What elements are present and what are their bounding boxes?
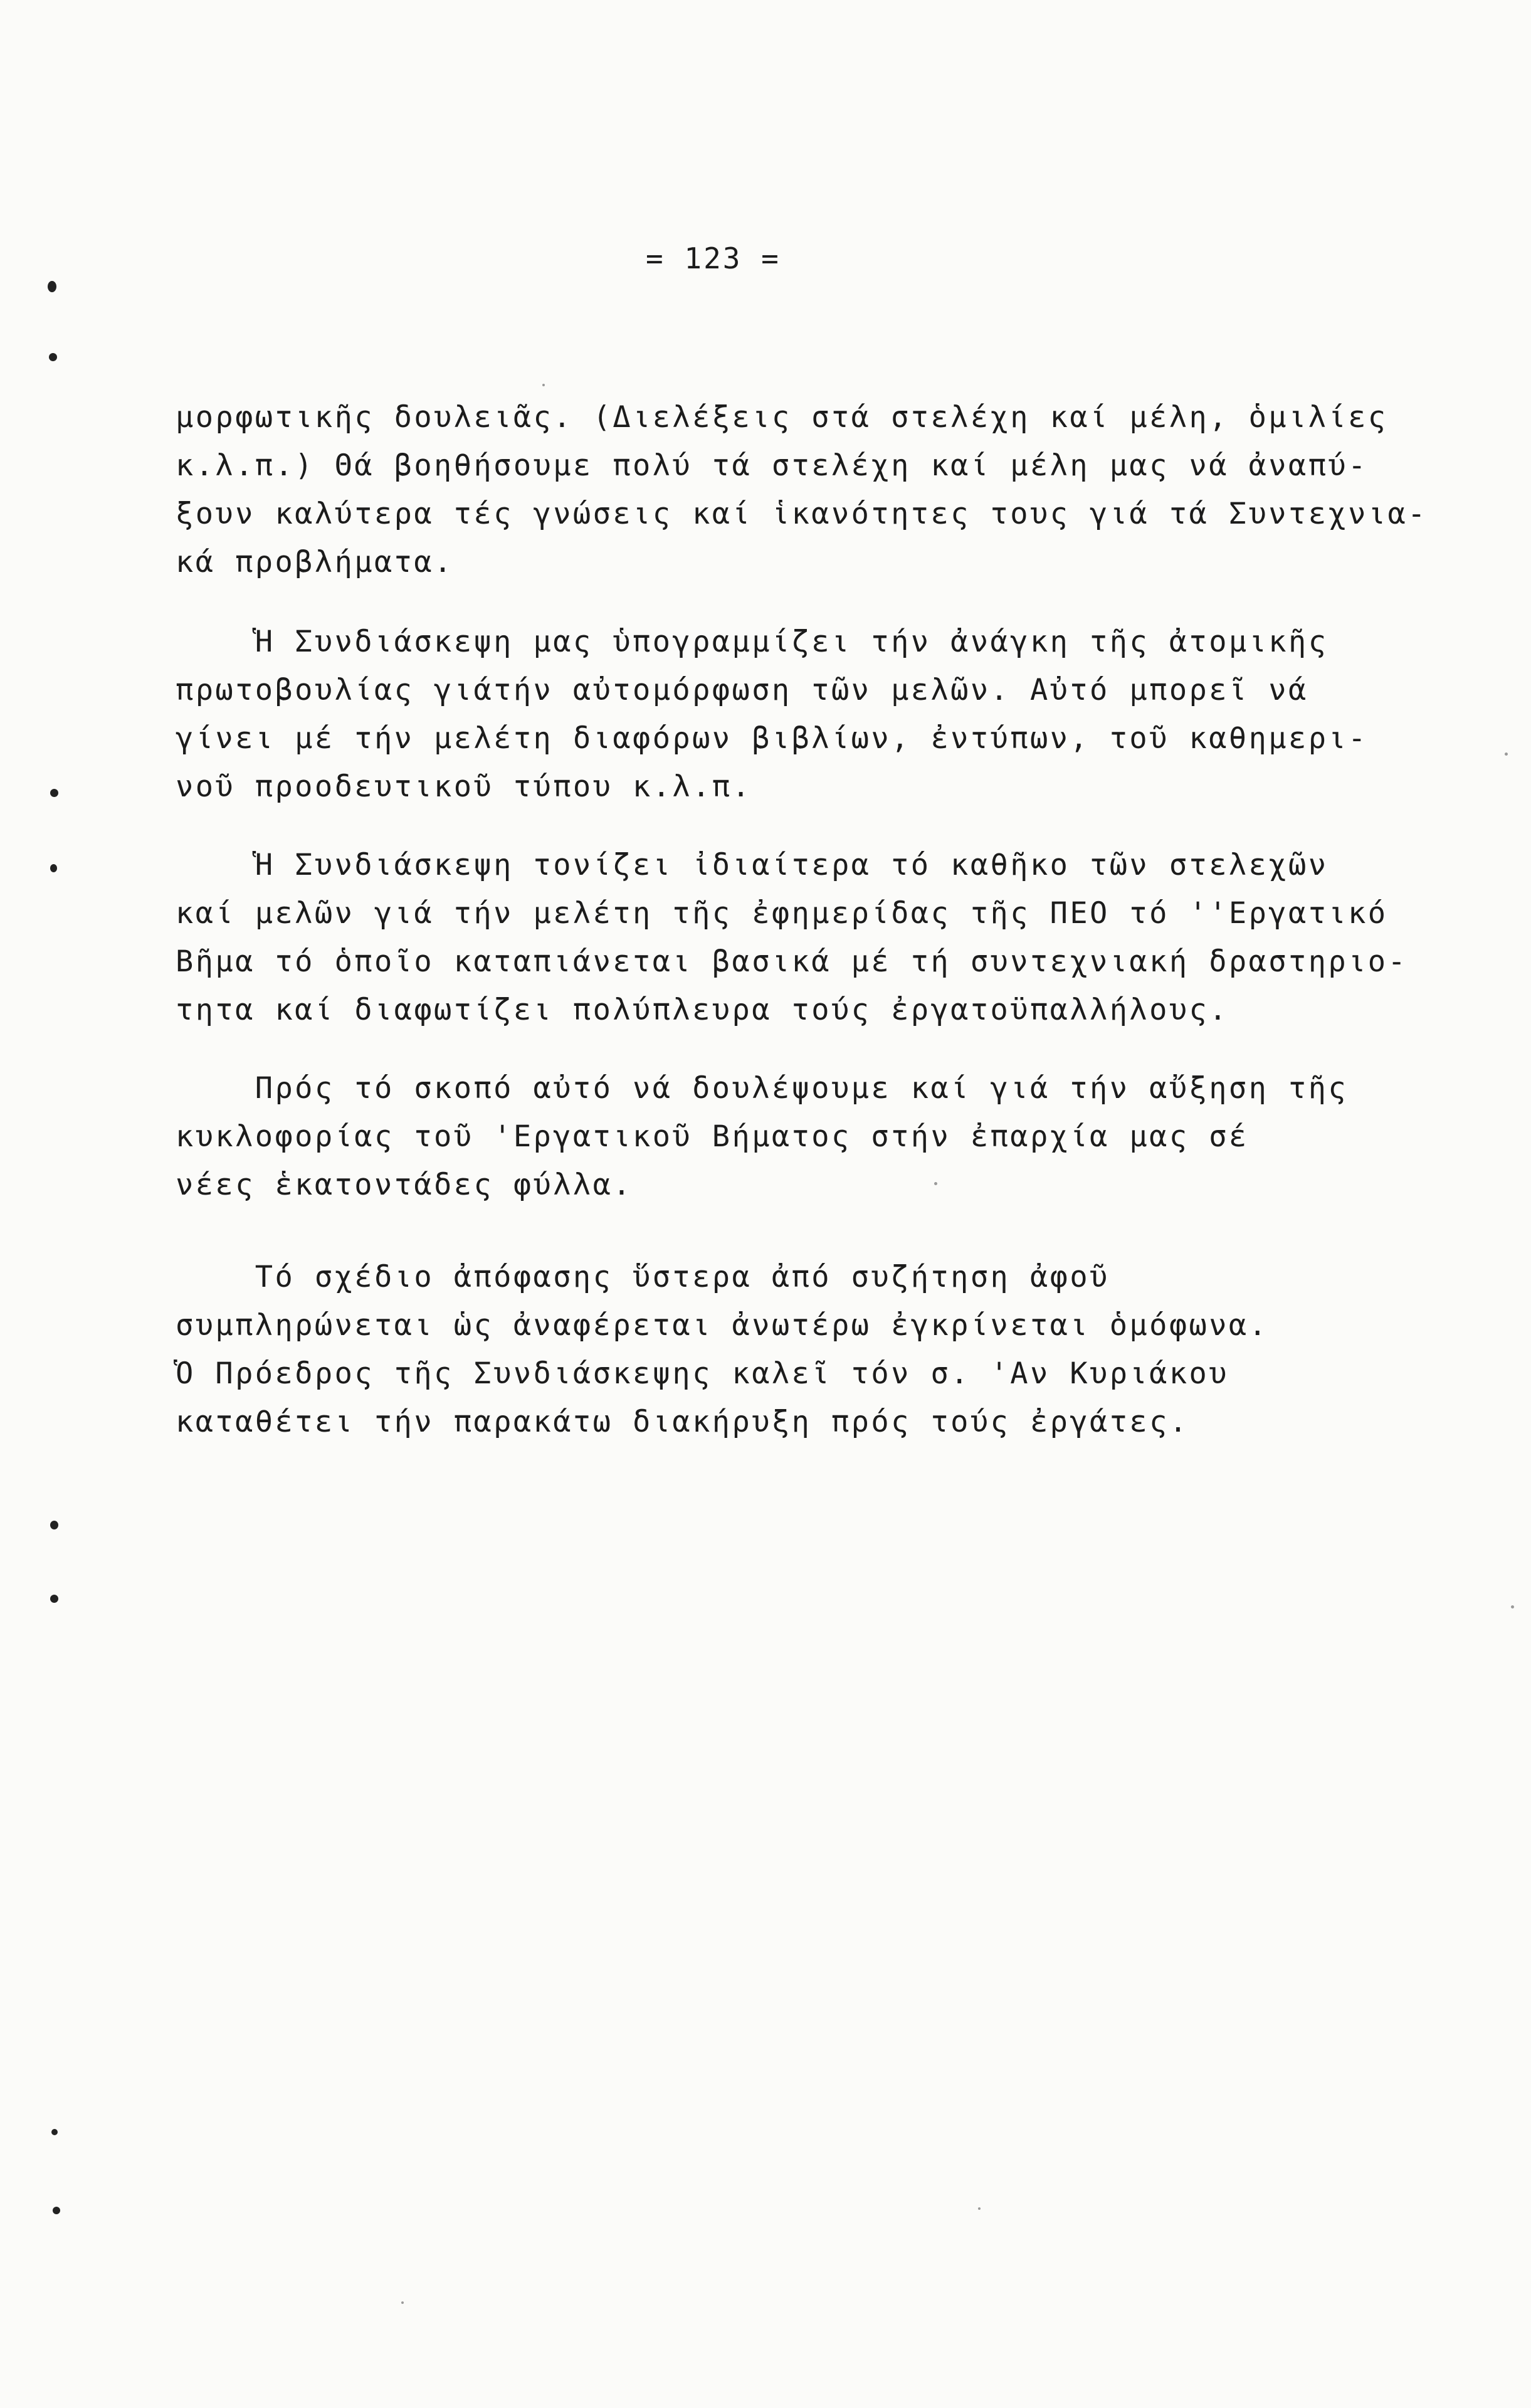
text-line: πρωτοβουλίας γιάτήν αὐτομόρφωση τῶν μελῶν. Αὐτό μπορεῖ νά [176, 673, 1308, 707]
text-line: νέες ἑκατοντάδες φύλλα. [176, 1168, 633, 1202]
margin-mark [50, 789, 58, 797]
scan-speck [934, 1182, 937, 1185]
margin-mark [53, 2207, 60, 2214]
margin-mark [51, 2129, 58, 2135]
text-line: καταθέτει τήν παρακάτω διακήρυξη πρός τούς ἐργάτες. [176, 1405, 1189, 1439]
text-line: γίνει μέ τήν μελέτη διαφόρων βιβλίων, ἐντύπων, τοῦ καθημερι- [176, 721, 1368, 756]
text-line: Τό σχέδιο ἀπόφασης ὕστερα ἀπό συζήτηση ἀφοῦ [176, 1260, 1110, 1294]
scan-speck [1511, 1605, 1514, 1608]
text-line: νοῦ προοδευτικοῦ τύπου κ.λ.π. [176, 769, 752, 804]
margin-mark [48, 281, 56, 292]
text-line: μορφωτικῆς δουλειᾶς. (Διελέξεις στά στελέχη καί μέλη, ὁμιλίες [176, 400, 1388, 435]
scan-speck [401, 2301, 404, 2304]
text-line: κ.λ.π.) Θά βοηθήσουμε πολύ τά στελέχη καί μέλη μας νά ἀναπύ- [176, 448, 1368, 483]
scan-speck [542, 384, 545, 386]
margin-mark [50, 1521, 58, 1529]
text-line: Ἡ Συνδιάσκεψη μας ὑπογραμμίζει τήν ἀνάγκη τῆς ἀτομικῆς [176, 625, 1328, 659]
text-line: καί μελῶν γιά τήν μελέτη τῆς ἐφημερίδας τῆς ΠΕΟ τό ''Εργατικό [176, 896, 1388, 931]
margin-mark [50, 1595, 58, 1603]
scan-speck [978, 2207, 981, 2210]
text-line: τητα καί διαφωτίζει πολύπλευρα τούς ἐργατοϋπαλλήλους. [176, 993, 1229, 1027]
text-line: Πρός τό σκοπό αὐτό νά δουλέψουμε καί γιά τήν αὔξηση τῆς [176, 1071, 1349, 1106]
text-line: συμπληρώνεται ὡς ἀναφέρεται ἀνωτέρω ἐγκρίνεται ὁμόφωνα. [176, 1308, 1269, 1343]
text-line: Ὁ Πρόεδρος τῆς Συνδιάσκεψης καλεῖ τόν σ. 'Αν Κυριάκου [176, 1356, 1229, 1391]
page-number: = 123 = [646, 241, 781, 275]
text-line: Ἡ Συνδιάσκεψη τονίζει ἰδιαίτερα τό καθῆκο τῶν στελεχῶν [176, 848, 1328, 882]
text-line: κυκλοφορίας τοῦ 'Εργατικοῦ Βήματος στήν ἐπαρχία μας σέ [176, 1119, 1249, 1154]
margin-mark [50, 864, 57, 872]
text-line: ξουν καλύτερα τές γνώσεις καί ἱκανότητες τους γιά τά Συντεχνια- [176, 497, 1428, 531]
text-line: Βῆμα τό ὁποῖο καταπιάνεται βασικά μέ τή συντεχνιακή δραστηριο- [176, 944, 1408, 979]
text-line: κά προβλήματα. [176, 545, 454, 579]
scan-speck [1505, 752, 1508, 756]
margin-mark [49, 353, 57, 361]
